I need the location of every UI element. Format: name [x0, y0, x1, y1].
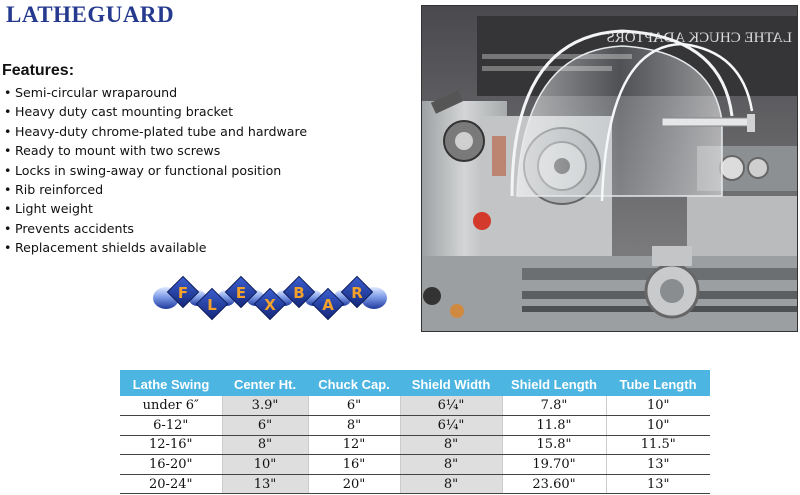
table-row — [120, 435, 710, 455]
table-cell: 10" — [222, 455, 308, 475]
table-cell: 8" — [308, 416, 400, 436]
feature-item: • Heavy-duty chrome-plated tube and hardware — [4, 122, 307, 141]
table-cell: 16-20" — [120, 455, 222, 475]
logo-letter: B — [293, 284, 305, 302]
column-header: Chuck Cap. — [308, 370, 400, 396]
column-header: Center Ht. — [222, 370, 308, 396]
table-cell: 20-24" — [120, 474, 222, 494]
table-cell: 10" — [606, 396, 710, 416]
logo-letter: X — [264, 296, 276, 314]
table-cell: 8" — [222, 435, 308, 455]
column-header: Shield Width — [400, 370, 502, 396]
table-cell: 8" — [400, 455, 502, 475]
feature-item: • Locks in swing-away or functional position — [4, 161, 307, 180]
feature-item: • Rib reinforced — [4, 180, 307, 199]
features-list — [4, 83, 307, 258]
spec-table-wrap — [120, 370, 710, 494]
logo-letter: F — [177, 284, 189, 302]
table-cell: 6¼" — [400, 396, 502, 416]
spec-table — [120, 370, 710, 494]
logo-letter: E — [235, 284, 247, 302]
feature-item: • Heavy duty cast mounting bracket — [4, 102, 307, 121]
table-row — [120, 396, 710, 416]
column-header: Lathe Swing — [120, 370, 222, 396]
logo-letter: A — [322, 296, 334, 314]
feature-item: • Ready to mount with two screws — [4, 141, 307, 160]
table-cell: 12-16" — [120, 435, 222, 455]
table-cell: 10" — [606, 416, 710, 436]
table-cell: 15.8" — [502, 435, 606, 455]
table-cell: 11.5" — [606, 435, 710, 455]
table-row — [120, 474, 710, 494]
column-header: Tube Length — [606, 370, 710, 396]
table-cell: 23.60" — [502, 474, 606, 494]
table-cell: 6" — [308, 396, 400, 416]
table-header-row — [120, 370, 710, 396]
feature-item: • Light weight — [4, 199, 307, 218]
table-cell: 13" — [222, 474, 308, 494]
table-cell: 6" — [222, 416, 308, 436]
feature-item: • Semi-circular wraparound — [4, 83, 307, 102]
photo-sign-text: LATHE CHUCK ADAPTORS — [606, 30, 792, 46]
logo-letter: R — [351, 284, 363, 302]
table-cell: 13" — [606, 455, 710, 475]
table-cell: 6¼" — [400, 416, 502, 436]
page-title: LATHEGUARD — [6, 2, 175, 27]
table-row — [120, 455, 710, 475]
table-cell: under 6″ — [120, 396, 222, 416]
features-heading: Features: — [2, 62, 75, 79]
table-cell: 16" — [308, 455, 400, 475]
table-cell: 8" — [400, 474, 502, 494]
table-cell: 3.9" — [222, 396, 308, 416]
table-row — [120, 416, 710, 436]
logo-letter: L — [207, 296, 217, 314]
table-cell: 13" — [606, 474, 710, 494]
flexbar-logo — [152, 270, 388, 328]
table-cell: 19.70" — [502, 455, 606, 475]
table-cell: 20" — [308, 474, 400, 494]
table-cell: 12" — [308, 435, 400, 455]
table-cell: 7.8" — [502, 396, 606, 416]
lathe-photo — [421, 5, 798, 332]
table-cell: 6-12" — [120, 416, 222, 436]
feature-item: • Replacement shields available — [4, 238, 307, 257]
column-header: Shield Length — [502, 370, 606, 396]
table-cell: 11.8" — [502, 416, 606, 436]
table-cell: 8" — [400, 435, 502, 455]
feature-item: • Prevents accidents — [4, 219, 307, 238]
